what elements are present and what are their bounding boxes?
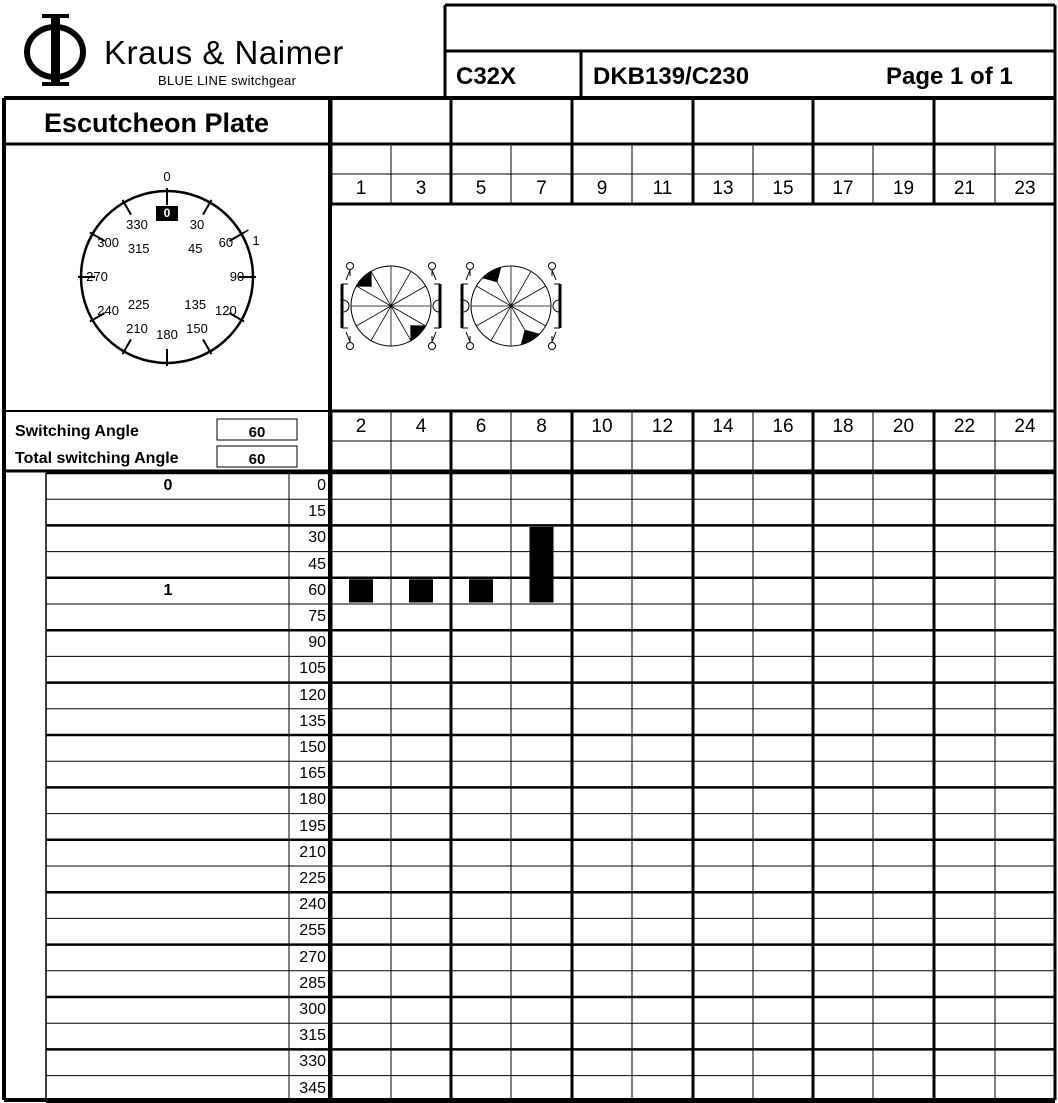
total-angle-label: Total switching Angle [15, 450, 179, 467]
product-code: C32X [456, 63, 517, 90]
switching-angle-value: 60 [248, 424, 266, 441]
cam-lobe [521, 330, 539, 344]
angle-row-label: 105 [299, 660, 326, 678]
angle-row-label: 45 [308, 555, 326, 573]
angle-row-label: 60 [308, 581, 326, 599]
dial-angle-label: 210 [126, 320, 148, 336]
drawing-number: DKB139/C230 [593, 63, 750, 90]
angle-row-label: 225 [299, 870, 326, 887]
cam-lobe [411, 326, 426, 341]
contact-closed-bar [469, 579, 493, 602]
dial-selected-angle: 0 [156, 206, 178, 221]
page-indicator: Page 1 of 1 [886, 63, 1013, 90]
dial-angle-label: 315 [127, 240, 150, 256]
terminal-top-label: 3 [415, 178, 427, 199]
terminal-top-label: 1 [355, 178, 367, 199]
dial-angle-label: 240 [97, 303, 119, 318]
terminal-top-label: 21 [953, 178, 976, 199]
contact-diagram [342, 263, 560, 350]
angle-row-label: 150 [299, 739, 326, 756]
terminal-bottom-label: 16 [772, 416, 794, 437]
terminal-bottom-label: 20 [892, 416, 915, 437]
terminal-bottom-label: 2 [355, 416, 367, 437]
angle-row-label: 195 [299, 817, 326, 835]
terminal-bottom-label: 18 [832, 416, 854, 437]
angle-row-label: 180 [299, 791, 326, 809]
angle-row-label: 135 [299, 712, 326, 730]
dial-angle-label: 135 [184, 297, 207, 313]
dial-angle-label: 45 [188, 240, 203, 256]
dial-angle-label: 150 [186, 320, 208, 336]
position-label: 1 [163, 581, 173, 599]
angle-row-label: 15 [308, 503, 326, 521]
terminal-bottom-label: 22 [953, 416, 976, 437]
dial-angle-label: 120 [215, 303, 237, 318]
contact-closed-bar [530, 527, 554, 603]
terminal-bottom-label: 12 [651, 416, 674, 437]
dial-angle-label: 330 [126, 217, 148, 233]
brand-logo [27, 14, 83, 86]
dial-angle-label: 225 [127, 297, 150, 313]
angle-row-label: 285 [299, 974, 326, 992]
angle-row-label: 345 [299, 1079, 326, 1097]
angle-row-label: 210 [299, 843, 326, 861]
terminal-top-label: 17 [832, 178, 854, 199]
contact-closed-bar [349, 579, 373, 602]
angle-row-label: 240 [299, 896, 326, 914]
terminal-top-label: 19 [892, 178, 915, 199]
angle-row-label: 255 [299, 922, 326, 940]
position-label: 0 [163, 477, 173, 494]
angle-row-label: 270 [299, 948, 326, 966]
dial-angle-label: 180 [156, 327, 178, 342]
angle-row-label: 330 [299, 1053, 326, 1071]
angle-row-label: 90 [308, 634, 326, 652]
terminal-top-label: 5 [475, 178, 487, 199]
terminal-bottom-label: 14 [712, 416, 734, 437]
terminal-bottom-label: 10 [591, 416, 613, 437]
dial-position-label: 1 [252, 233, 260, 249]
terminal-top-label: 13 [712, 178, 734, 199]
terminal-top-label: 7 [536, 178, 547, 199]
dial-angle-label: 300 [97, 235, 119, 250]
dial-angle-label: 270 [86, 269, 108, 284]
cam-lobe [483, 267, 501, 281]
terminal-bottom-label: 24 [1014, 416, 1036, 437]
terminal-top-label: 9 [596, 178, 608, 199]
dial-angle-label: 30 [189, 217, 205, 233]
brand-tagline: BLUE LINE switchgear [158, 73, 297, 88]
angle-row-label: 30 [308, 529, 326, 547]
contact-element [342, 263, 440, 350]
dial-angle-label: 90 [229, 269, 245, 284]
terminal-bottom-label: 4 [415, 416, 427, 437]
angle-row-label: 165 [299, 765, 326, 783]
angle-row-label: 300 [299, 1001, 326, 1018]
terminal-top-label: 15 [772, 178, 794, 199]
terminal-bottom-label: 8 [536, 416, 547, 437]
total-angle-value: 60 [248, 451, 266, 468]
angle-row-label: 120 [299, 686, 326, 704]
contact-closed-bar [409, 579, 433, 602]
section-title: Escutcheon Plate [44, 108, 270, 138]
dial-zero-mark: 0 [163, 169, 171, 184]
terminal-top-label: 11 [652, 178, 673, 199]
angle-row-label: 315 [299, 1027, 326, 1045]
dial-angle-label: 60 [218, 235, 234, 250]
switching-angle-label: Switching Angle [15, 423, 139, 440]
angle-row-label: 0 [317, 477, 326, 494]
cam-lobe [356, 271, 371, 286]
contact-element [462, 263, 560, 350]
terminal-bottom-label: 6 [475, 416, 487, 437]
terminal-top-label: 23 [1014, 178, 1036, 199]
angle-row-label: 75 [308, 608, 326, 625]
brand-name: Kraus & Naimer [104, 34, 344, 71]
